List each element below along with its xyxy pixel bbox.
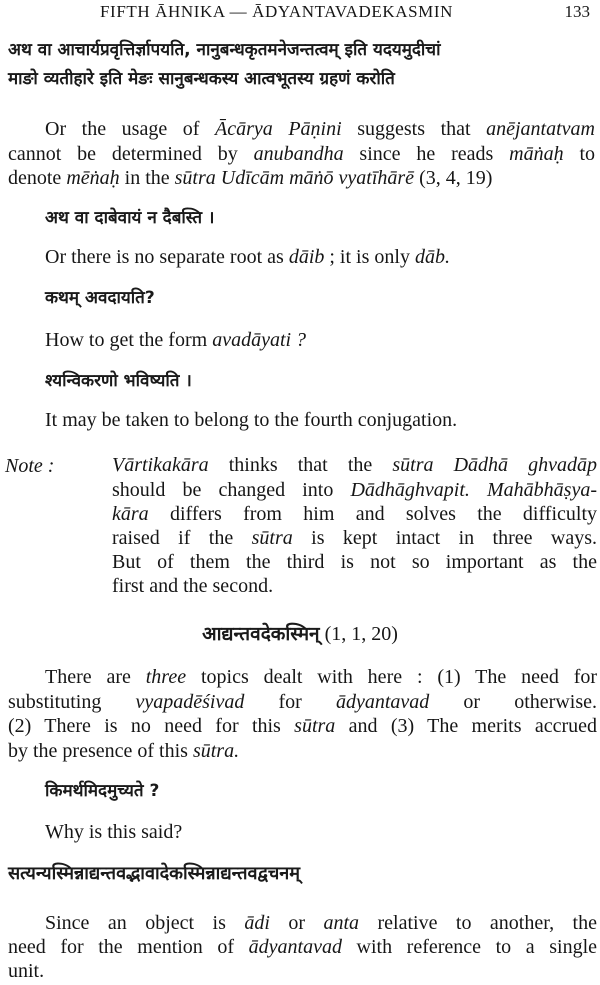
note-line: Vārtikakāra thinks that the sūtra Dādhā ghvadāp (112, 454, 597, 476)
page-number: 133 (564, 2, 590, 21)
paragraph-line: cannot be determined by anubandha since he reads māṅaḥ to (8, 143, 596, 165)
paragraph-line: by the presence of this sūtra. (8, 740, 240, 762)
sanskrit-line: किमर्थमिदमुच्यते ? (45, 781, 160, 801)
running-head: FIFTH ĀHNIKA — ĀDYANTAVADEKASMIN (100, 2, 453, 21)
note-line: should be changed into Dādhāghvapit. Mahābhāṣya- (112, 479, 597, 501)
paragraph-line: There are three topics dealt with here : (1) The need for (45, 666, 598, 688)
note-line: first and the second. (112, 575, 274, 597)
sanskrit-line: श्यन्विकरणो भविष्यति । (45, 371, 192, 391)
paragraph-line: unit. (8, 960, 45, 982)
sanskrit-line: माङो व्यतीहारे इति मेङः सानुबन्धकस्य आत्वभूतस्य ग्रहणं करोति (8, 69, 395, 89)
page-header (100, 2, 590, 24)
sanskrit-line: अथ वा आचार्यप्रवृत्तिर्ज्ञापयति, नानुबन्धकृतमनेजन्तत्वम् इति यदयमुदीचां (8, 40, 441, 60)
paragraph-line: (2) There is no need for this sūtra and (3) The merits accrued (8, 715, 597, 737)
paragraph-line: denote mēṅaḥ in the sūtra Udīcām māṅō vyatīhārē (3, 4, 19) (8, 167, 493, 189)
paragraph-line: How to get the form avadāyati ? (45, 329, 307, 351)
sanskrit-line: सत्यन्यस्मिन्नाद्यन्तवद्भावादेकस्मिन्नाद्यन्तवद्वचनम् (8, 863, 301, 884)
paragraph-line: Or the usage of Ācārya Pāṇini suggests that anējantatvam (45, 118, 595, 140)
paragraph-line: Why is this said? (45, 821, 183, 843)
note-line: raised if the sūtra is kept intact in three ways. (112, 527, 598, 549)
paragraph-line: substituting vyapadēśivad for ādyantavad or otherwise. (8, 691, 597, 713)
section-heading: आद्यन्तवदेकस्मिन् (1, 1, 20) (202, 623, 398, 645)
paragraph-line: It may be taken to belong to the fourth conjugation. (45, 409, 458, 431)
sanskrit-line: अथ वा दाबेवायं न दैबस्ति । (45, 208, 215, 228)
note-label: Note : (5, 455, 55, 477)
paragraph-line: Since an object is ādi or anta relative to another, the (45, 912, 597, 934)
note-line: But of them the third is not so important as the (112, 551, 597, 573)
paragraph-line: need for the mention of ādyantavad with reference to a single (8, 936, 597, 958)
paragraph-line: Or there is no separate root as dāib ; it is only dāb. (45, 246, 450, 268)
sanskrit-line: कथम् अवदायति? (45, 288, 155, 308)
note-line: kāra differs from him and solves the difficulty (112, 503, 597, 525)
